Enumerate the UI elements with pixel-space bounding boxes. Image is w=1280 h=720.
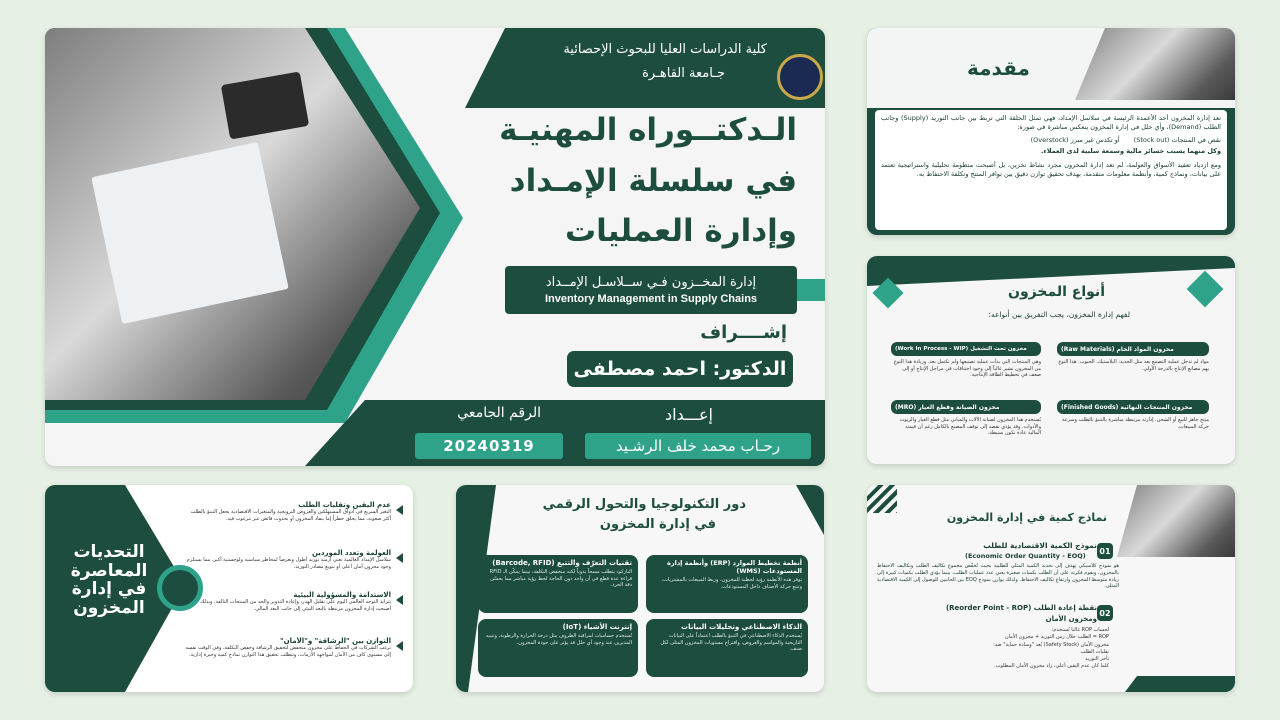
- intro-paragraph-1: تعد إدارة المخزون أحد الأعمدة الرئيسة في سلاسل الإمداد، فهي تمثل الحلقة التي تربط بين جانب التوريد (Supply) وجانب الطلب (Demand)، وأي خلل في إدارة المخزون ينعكس مباشرة في صورة:: [881, 114, 1221, 131]
- intro-title: مقدمة: [967, 56, 1030, 80]
- challenge-sustainability: [185, 591, 391, 631]
- subtitle-english: Inventory Management in Supply Chains: [544, 293, 758, 305]
- tech-card-ai-text: يُستخدم الذكاء الاصطناعي في التنبؤ بالطلب اعتماداً على البيانات التاريخية والمواسم والعروض، واقتراح مستويات المخزون المثلى لكل صنف.: [660, 633, 802, 652]
- tech-card-iot: [478, 619, 638, 677]
- document-sheet: [91, 142, 288, 324]
- model-2-line1: لحساب ROP غالباً يُستخدم:: [1051, 627, 1109, 633]
- tech-card-rfid: [478, 555, 638, 613]
- tech-card-ai: [646, 619, 808, 677]
- model-2-line2: ROP = الطلب خلال زمن التوريد + مخزون الأمان: [1004, 634, 1109, 641]
- university-logo: [777, 54, 823, 100]
- challenge-label-sustainability: الاستدامة والمسؤولية البيئية: [293, 591, 391, 599]
- student-id-badge: [415, 433, 563, 459]
- tech-title-line1: دور التكنولوجيا والتحول الرقمي: [542, 497, 746, 512]
- challenge-globalization: [185, 549, 391, 585]
- challenges-slide[interactable]: [45, 485, 413, 692]
- challenge-text-globalization: سلاسل الإمداد العالمية تعني أزمنة توريد أطول وتعرضاً لمخاطر سياسية ولوجستية أكبر، مما يستلزم وجود مخزون أمان أعلى أو تنويع مصادر التوريد.: [186, 557, 391, 570]
- challenge-text-sustainability: يتزايد التوجه العالمي اليوم على تقليل الهدر، وإعادة التدوير والحد من المنتجات التالفة، وبذلك أصبحت إدارة المخزون مرتبطة بالبعد البيئي إلى جانب البعد المالي.: [200, 599, 391, 612]
- challenge-uncertainty: [185, 501, 391, 543]
- intro-paragraph-2: وكل منهما يسبب خسائر مالية وسمعة سلبية لدى العملاء.: [1040, 146, 1221, 155]
- calculator: [221, 71, 309, 139]
- challenge-label-balance: التوازن بين "الرشاقة" و"الأمان": [280, 637, 391, 645]
- model-1-text: هو نموذج كلاسيكي يهدف إلى تحديد الكمية المثلى للطلبية بحيث تُخفّض مجموع تكاليف الطلب وتكاليف الاحتفاظ بالمخزون، ويقوم فكرته على أن الطلب بكميات صغيرة يعني عدد عمليات الطلب، بينما يؤدي الطلب بكميات كبيرة إلى زيادة متوسط المخزون وارتفاع تكاليف الاحتفاظ. ولذلك يوازن نموذج EOQ بين الجانبين للوصول إلى الكمية الاقتصادية المثلى.: [877, 563, 1119, 590]
- challenges-title-2: المعاصرة: [70, 560, 148, 581]
- type-wip: [891, 342, 1041, 390]
- model-number-1: [1097, 543, 1113, 559]
- type-label-raw: مخزون المواد الخام (Raw Materials): [1057, 342, 1209, 356]
- inventory-types-slide[interactable]: [867, 256, 1235, 464]
- type-finished-goods: [1057, 400, 1209, 448]
- challenge-balance: [185, 637, 391, 681]
- intro-paragraph-3: ومع ازدياد تعقيد الأسواق والعولمة، لم تعد إدارة المخزون مجرد نشاط تخزين، بل أصبحت منظومة تحليلية واستراتيجية تعتمد على بيانات، ونماذج كمية، وأنظمة معلومات متقدمة، بهدف تحقيق توازن دقيق بين توافر المنتج وتكلفة الاحتفاظ به.: [881, 161, 1221, 179]
- main-title-line3: وإدارة العمليات: [564, 213, 797, 249]
- tech-title-line2: في إدارة المخزون: [599, 517, 716, 532]
- models-bottom-bar: [1125, 676, 1235, 692]
- model-2-line6: كلما كان عدم اليقين أعلى، زاد مخزون الأمان المطلوب.: [994, 663, 1109, 670]
- models-title: نماذج كمية في إدارة المخزون: [946, 511, 1107, 524]
- supervision-label: إشــــراف: [700, 322, 787, 343]
- model-2-line3: مخزون الأمان (Safety Stock) يُعد "وسادة حماية" ضد:: [993, 641, 1109, 648]
- diamond-shape: [1187, 271, 1224, 308]
- intro-body: [875, 110, 1227, 230]
- model-2-line4: تقلبات الطلب: [1080, 648, 1109, 655]
- model-number-2: [1097, 605, 1113, 621]
- id-label: الرقم الجامعي: [457, 405, 541, 421]
- models-corner-stripes: [867, 485, 897, 513]
- type-label-wip: مخزون تحت التشغيل (Work In Process - WIP): [891, 342, 1041, 356]
- student-name-badge: [585, 433, 811, 459]
- intro-slide[interactable]: [867, 28, 1235, 235]
- type-mro: [891, 400, 1041, 448]
- type-text-wip: وهي المنتجات التي بدأت عملية تصنيعها ولم تكتمل بعد. وزيادة هذا النوع من المخزون تشير غالباً إلى وجود اختناقات في مراحل الإنتاج أو إلى ضعف في تخطيط الطاقة الإنتاجية.: [893, 359, 1041, 378]
- challenge-label-uncertainty: عدم اليقين وتقلبات الطلب: [298, 501, 391, 509]
- arrow-marker-4: [396, 641, 403, 651]
- model-1-subheading: (Economic Order Quantity - EOQ): [965, 552, 1086, 560]
- main-title-line1: الـدكتــوراه المهنيـة: [499, 112, 797, 148]
- model-2-subheading: ومخزون الأمان: [1045, 615, 1097, 623]
- model-2-line5: تأخر التوريد: [1085, 656, 1109, 662]
- arrow-marker-2: [396, 553, 403, 563]
- student-id: 20240319: [443, 437, 535, 455]
- tech-right-band: [796, 485, 824, 535]
- student-name: رحـاب محمد خلف الرشـيد: [615, 437, 781, 455]
- challenges-title: [59, 543, 159, 618]
- tech-card-iot-text: تُستخدم حساسات لمراقبة الظروف مثل درجة الحرارة والرطوبة، وتنبيه المديرين عند وجود أي خلل قد يؤثر على جودة المخزون.: [485, 633, 632, 646]
- tech-card-erp-label: أنظمة تخطيط الموارد (ERP) وأنظمة إدارة المستودعات (WMS): [667, 559, 802, 575]
- type-text-finished: منتج جاهز للبيع أو الشحن. إدارته مرتبطة مباشرة بالتنبؤ بالطلب وسرعة حركة المبيعات.: [1061, 417, 1209, 430]
- model-2-heading: نقطة إعادة الطلب (Reorder Point - ROP): [945, 604, 1097, 612]
- supervisor-name: الدكتور: احمد مصطفى: [573, 358, 787, 380]
- type-text-raw: مواد لم تدخل عملية التصنيع بعد مثل الحديد، البلاستيك، الحبوب. هذا النوع يهم مصانع الإنتاج بالدرجة الأولى.: [1058, 359, 1209, 372]
- model-number-1-text: 01: [1099, 546, 1111, 556]
- challenge-text-uncertainty: التغير السريع في أذواق المستهلكين والعروض الترويجية والمتغيرات الاقتصادية يجعل التنبؤ بالطلب أكثر صعوبة، مما يخلق خطراً إما بنفاد المخزون أو بحدوث فائض غير مرغوب فيه.: [190, 509, 391, 522]
- type-text-mro: يُستخدم هذا المخزون لصيانة الآلات والمباني مثل قطع الغيار والزيوت والأدوات، وقد يؤدي نقصه إلى توقف المصنع بالكامل رغم أن قيمته المالية عادة تكون بسيطة.: [899, 417, 1041, 436]
- model-number-2-text: 02: [1099, 608, 1111, 618]
- technology-slide[interactable]: [456, 485, 824, 692]
- arrow-marker-3: [396, 595, 403, 605]
- tech-card-ai-label: الذكاء الاصطناعي وتحليلات البيانات: [681, 623, 802, 631]
- types-lead: لفهم إدارة المخزون، يجب التفريق بين أنواعه:: [988, 310, 1130, 319]
- model-2-text: [877, 627, 1109, 689]
- main-title-line2: في سلسلة الإمـداد: [509, 163, 797, 199]
- subtitle-box: [505, 266, 797, 314]
- tech-card-erp: [646, 555, 808, 613]
- intro-bullets: [881, 136, 1221, 144]
- college-name: كلية الدراسات العليا للبحوث الإحصائية: [563, 42, 767, 57]
- tech-card-iot-label: إنترنت الأشياء (IoT): [562, 623, 632, 631]
- quant-models-slide[interactable]: [867, 485, 1235, 692]
- challenge-text-balance: ترغب الشركات في الحفاظ على مخزون منخفض لتحقيق الرشاقة وخفض التكلفة، وفي الوقت نفسه إلى مستوى كاف من الأمان لمواجهة الأزمات، وتتطلب تحقيق هذا التوازن نماذج كمية وخبرة إدارية.: [185, 645, 391, 658]
- challenges-title-1: التحديات: [73, 543, 145, 562]
- type-raw-materials: [1057, 342, 1209, 390]
- type-label-finished: مخزون المنتجات النهائية (Finished Goods): [1057, 400, 1209, 414]
- types-title: أنواع المخزون: [1008, 284, 1105, 300]
- bullet-stockout: نقص في المنتجات (Stock out): [1133, 135, 1221, 144]
- title-slide[interactable]: [45, 28, 825, 466]
- model-1-heading: نموذج الكمية الاقتصادية للطلب: [983, 541, 1097, 550]
- prepared-label: إعـــداد: [664, 405, 713, 424]
- models-photo: [1117, 485, 1235, 557]
- tech-card-rfid-text: الباركود يتطلب مسحاً يدوياً لكنه منخفض التكلفة، بينما يمكّن الـ RFID قراءة عدة قطع في آن واحد دون الحاجة لخط رؤية مباشر مما يحسّن دقة الجرد.: [489, 569, 632, 588]
- challenges-title-4: المخزون: [73, 598, 145, 618]
- challenges-title-3: في إدارة: [71, 579, 147, 600]
- arrow-marker-1: [396, 505, 403, 515]
- university-name: جـامعة القاهـرة: [642, 66, 725, 81]
- challenge-label-globalization: العولمة وتعدد الموردين: [311, 549, 391, 557]
- type-label-mro: مخزون الصيانة وقطع الغيار (MRO): [891, 400, 1041, 414]
- tech-card-rfid-label: تقنيات التعرّف والتتبع (Barcode, RFID): [492, 559, 632, 567]
- tech-card-erp-text: توفر هذه الأنظمة رؤية لحظية للمخزون، وربط المبيعات بالمشتريات، وتتبع حركة الأصناف داخل المستودعات.: [661, 577, 802, 590]
- subtitle-arabic: إدارة المخــزون فـي ســلاسـل الإمــداد: [545, 275, 757, 290]
- supervisor-badge: [567, 351, 793, 387]
- bullet-overstock: أو تكدس غير مبرر (Overstock): [1030, 135, 1120, 144]
- types-top-band: [867, 256, 1235, 286]
